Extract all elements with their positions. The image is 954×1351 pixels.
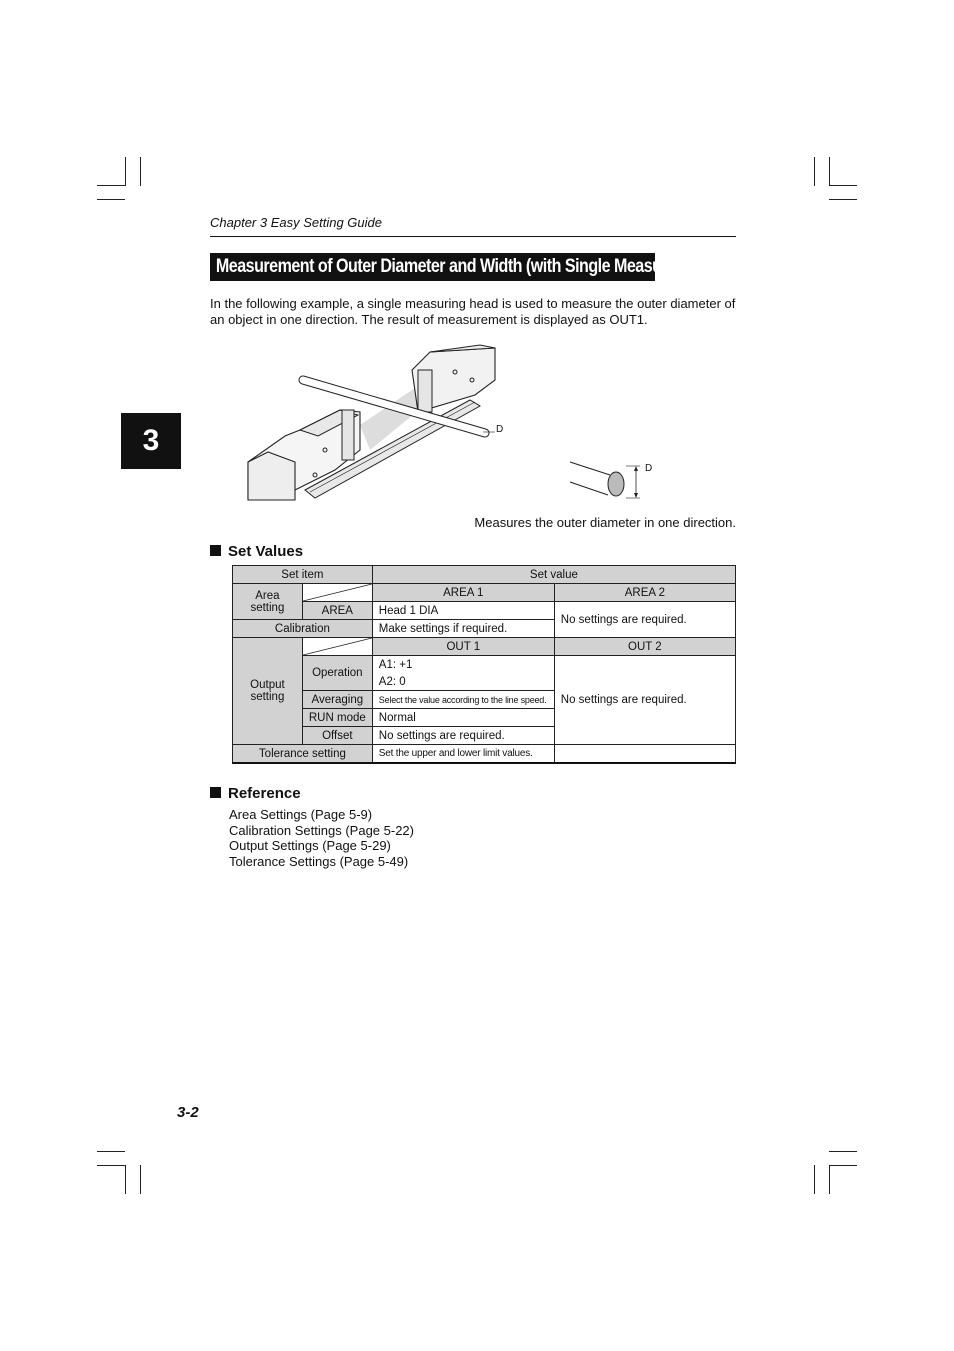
operation-a2: A2: 0	[372, 673, 554, 691]
area-value: Head 1 DIA	[372, 602, 554, 620]
calibration-value: Make settings if required.	[372, 620, 554, 638]
reference-heading: Reference	[210, 785, 301, 802]
averaging-value: Select the value according to the line speed.	[372, 691, 554, 709]
run-mode-label: RUN mode	[302, 709, 372, 727]
figure-caption: Measures the outer diameter in one direction.	[474, 515, 736, 530]
set-item-header: Set item	[233, 566, 373, 584]
square-bullet-icon	[210, 787, 221, 798]
diameter-label-target: D	[645, 463, 653, 474]
operation-a1: A1: +1	[372, 656, 554, 674]
reference-link-tolerance[interactable]: Tolerance Settings (Page 5-49)	[229, 854, 409, 870]
diagonal-cell	[302, 638, 372, 656]
output-setting-label: Output setting	[233, 638, 303, 745]
diameter-label-rod: D	[496, 424, 504, 435]
out1-header: OUT 1	[372, 638, 554, 656]
out2-value: No settings are required.	[554, 656, 735, 745]
reference-list	[229, 807, 414, 870]
area2-value: No settings are required.	[554, 602, 735, 638]
offset-value: No settings are required.	[372, 727, 554, 745]
intro-paragraph: In the following example, a single measuring head is used to measure the outer diameter of an object in one direction. The result of measurement is displayed as OUT1.	[210, 296, 736, 327]
page-title: Measurement of Outer Diameter and Width (with Single Measuring Head)	[210, 253, 655, 281]
tolerance-value: Set the upper and lower limit values.	[372, 745, 554, 764]
reference-link-area[interactable]: Area Settings (Page 5-9)	[229, 807, 373, 822]
tolerance-label: Tolerance setting	[233, 745, 373, 764]
measuring-head-illustration	[240, 340, 660, 510]
calibration-label: Calibration	[233, 620, 373, 638]
set-values-table	[232, 565, 736, 764]
operation-label: Operation	[302, 656, 372, 691]
header-rule	[210, 236, 736, 237]
reference-link-output[interactable]: Output Settings (Page 5-29)	[229, 838, 391, 854]
diagonal-cell	[302, 584, 372, 602]
page-number: 3-2	[177, 1104, 199, 1121]
area1-header: AREA 1	[372, 584, 554, 602]
empty-cell	[554, 745, 735, 764]
reference-link-calibration[interactable]: Calibration Settings (Page 5-22)	[229, 822, 414, 838]
running-head: Chapter 3 Easy Setting Guide	[210, 215, 382, 230]
square-bullet-icon	[210, 545, 221, 556]
area-setting-label: Area setting	[233, 584, 303, 620]
area-label: AREA	[302, 602, 372, 620]
set-value-header: Set value	[372, 566, 735, 584]
offset-label: Offset	[302, 727, 372, 745]
averaging-label: Averaging	[302, 691, 372, 709]
out2-header: OUT 2	[554, 638, 735, 656]
run-mode-value: Normal	[372, 709, 554, 727]
chapter-tab: 3	[121, 413, 181, 469]
area2-header: AREA 2	[554, 584, 735, 602]
set-values-heading: Set Values	[210, 543, 303, 560]
